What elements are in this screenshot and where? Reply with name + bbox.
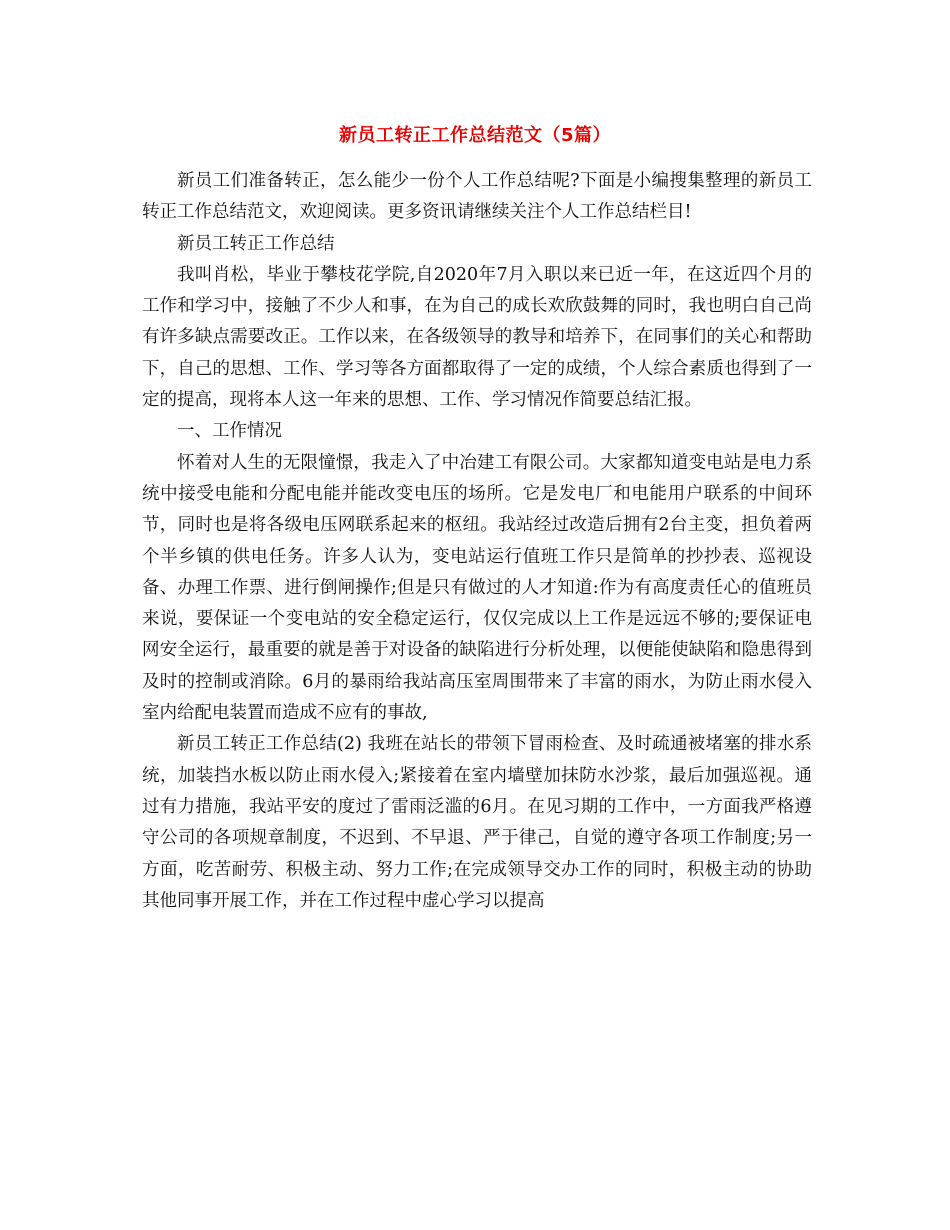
- document-body: [142, 166, 812, 917]
- paragraph-continuation: 新员工转正工作总结(2) 我班在站长的带领下冒雨检查、及时疏通被堵塞的排水系统，加装挡水板以防止雨水侵入;紧接着在室内墙壁加抹防水沙浆，最后加强巡视。通过有力措施，我站平安的度过了雷雨泛滥的6月。在见习期的工作中，一方面我严格遵守公司的各项规章制度，不迟到、不早退、严于律己，自觉的遵守各项工作制度;另一方面，吃苦耐劳、积极主动、努力工作;在完成领导交办工作的同时，积极主动的协助其他同事开展工作，并在工作过程中虚心学习以提高: [142, 734, 812, 911]
- paragraph-section-heading: 新员工转正工作总结: [177, 233, 335, 254]
- paragraph-work-heading: 一、工作情况: [177, 421, 282, 442]
- paragraph-self-introduction: 我叫肖松，毕业于攀枝花学院,自2020年7月入职以来已近一年，在这近四个月的工作和学习中，接触了不少人和事，在为自己的成长欢欣鼓舞的同时，我也明白自己尚有许多缺点需要改正。工作以来，在各级领导的教导和培养下，在同事们的关心和帮助下，自己的思想、工作、学习等各方面都取得了一定的成绩，个人综合素质也得到了一定的提高，现将本人这一年来的思想、工作、学习情况作简要总结汇报。: [142, 264, 812, 411]
- document-title: 新员工转正工作总结范文（5篇）: [338, 125, 612, 146]
- paragraph-intro: 新员工们准备转正，怎么能少一份个人工作总结呢?下面是小编搜集整理的新员工转正工作总结范文，欢迎阅读。更多资讯请继续关注个人工作总结栏目!: [142, 171, 812, 223]
- paragraph-work-details: 怀着对人生的无限憧憬，我走入了中冶建工有限公司。大家都知道变电站是电力系统中接受电能和分配电能并能改变电压的场所。它是发电厂和电能用户联系的中间环节，同时也是将各级电压网联系起来的枢纽。我站经过改造后拥有2台主变，担负着两个半乡镇的供电任务。许多人认为，变电站运行值班工作只是简单的抄抄表、巡视设备、办理工作票、进行倒闸操作;但是只有做过的人才知道:作为有高度责任心的值班员来说，要保证一个变电站的安全稳定运行，仅仅完成以上工作是远远不够的;要保证电网安全运行，最重要的就是善于对设备的缺陷进行分析处理，以便能使缺陷和隐患得到及时的控制或消除。6月的暴雨给我站高压室周围带来了丰富的雨水，为防止雨水侵入室内给配电装置而造成不应有的事故,: [142, 452, 812, 724]
